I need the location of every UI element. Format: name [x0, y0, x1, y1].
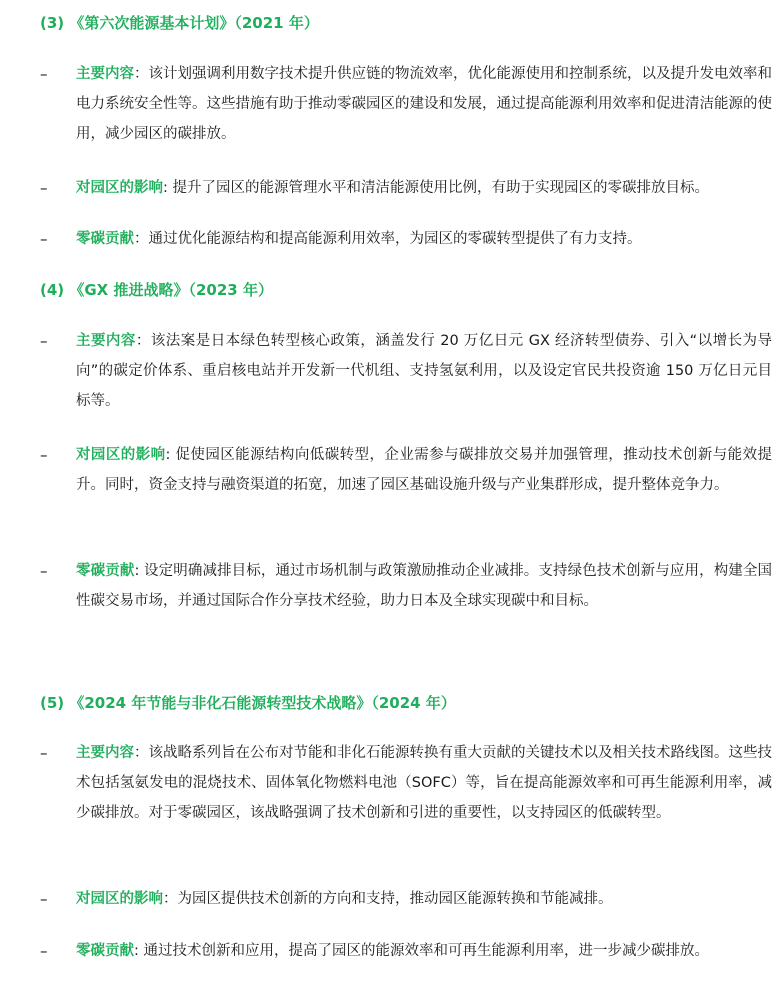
- item-label: 零碳贡献: [76, 943, 134, 959]
- list-dash: –: [40, 446, 48, 464]
- section-3-item-1: [40, 59, 772, 149]
- list-dash: –: [40, 65, 48, 83]
- item-sep: :: [163, 180, 173, 196]
- list-dash: –: [40, 890, 48, 908]
- list-dash: –: [40, 230, 48, 248]
- list-dash: –: [40, 942, 48, 960]
- section-4-heading: (4) 《GX 推进战略》（2023 年）: [40, 281, 273, 299]
- item-label: 对园区的影响: [76, 180, 163, 196]
- item-label: 主要内容: [76, 66, 134, 82]
- item-label: 主要内容: [76, 333, 136, 349]
- item-body: 通过技术创新和应用，提高了园区的能源效率和可再生能源利用率，进一步减少碳排放。: [143, 943, 709, 959]
- item-body: 该计划强调利用数字技术提升供应链的物流效率，优化能源使用和控制系统，以及提升发电效率和电力系统安全性等。这些措施有助于推动零碳园区的建设和发展，通过提高能源利用效率和促进清洁能源的使用，减少园区的碳排放。: [76, 66, 772, 142]
- item-body: 设定明确减排目标，通过市场机制与政策激励推动企业减排。支持绿色技术创新与应用，构建全国性碳交易市场，并通过国际合作分享技术经验，助力日本及全球实现碳中和目标。: [76, 563, 773, 609]
- section-4-item-3: [40, 556, 772, 616]
- item-text: [76, 884, 772, 914]
- item-label: 对园区的影响: [76, 891, 163, 907]
- section-3-item-3: [40, 224, 772, 254]
- item-body: 促使园区能源结构向低碳转型，企业需参与碳排放交易并加强管理，推动技术创新与能效提升。同时，资金支持与融资渠道的拓宽，加速了园区基础设施升级与产业集群形成，提升整体竞争力。: [76, 447, 772, 493]
- section-4-item-2: [40, 440, 772, 530]
- item-body: 该战略系列旨在公布对节能和非化石能源转换有重大贡献的关键技术以及相关技术路线图。这些技术包括氢氨发电的混烧技术、固体氧化物燃料电池（SOFC）等，旨在提高能源效率和可再生能源利用率，减少碳排放。对于零碳园区，该战略强调了技术创新和引进的重要性，以支持园区的低碳转型。: [76, 745, 772, 821]
- item-sep: ：: [134, 231, 149, 247]
- item-text: [76, 556, 772, 616]
- item-sep: ：: [135, 333, 151, 349]
- item-text: [76, 59, 772, 149]
- section-5-item-1: [40, 738, 772, 858]
- item-text: [76, 738, 772, 828]
- item-label: 主要内容: [76, 745, 134, 761]
- item-text: [76, 224, 772, 254]
- item-text: [76, 326, 772, 416]
- item-sep: ：: [163, 891, 178, 907]
- section-3-item-2: [40, 173, 772, 203]
- list-dash: –: [40, 562, 48, 580]
- item-body: 通过优化能源结构和提高能源利用效率，为园区的零碳转型提供了有力支持。: [148, 231, 642, 247]
- section-5-item-3: [40, 936, 772, 966]
- list-dash: –: [40, 179, 48, 197]
- section-4-item-1: [40, 326, 772, 416]
- item-label: 对园区的影响: [76, 447, 166, 463]
- item-sep: :: [134, 943, 144, 959]
- section-3-heading: (3) 《第六次能源基本计划》（2021 年）: [40, 14, 319, 32]
- item-body: 提升了园区的能源管理水平和清洁能源使用比例，有助于实现园区的零碳排放目标。: [172, 180, 709, 196]
- item-label: 零碳贡献: [76, 231, 134, 247]
- item-sep: ：: [134, 745, 149, 761]
- item-sep: :: [165, 447, 176, 463]
- section-5-heading: (5) 《2024 年节能与非化石能源转型技术战略》（2024 年）: [40, 694, 456, 712]
- list-dash: –: [40, 332, 48, 350]
- item-body: 为园区提供技术创新的方向和支持，推动园区能源转换和节能减排。: [177, 891, 613, 907]
- item-sep: :: [134, 563, 145, 579]
- item-text: [76, 440, 772, 500]
- list-dash: –: [40, 744, 48, 762]
- item-label: 零碳贡献: [76, 563, 135, 579]
- item-text: [76, 173, 772, 203]
- item-sep: ：: [134, 66, 149, 82]
- item-text: [76, 936, 772, 966]
- section-5-item-2: [40, 884, 772, 914]
- item-body: 该法案是日本绿色转型核心政策，涵盖发行 20 万亿日元 GX 经济转型债券、引入“以增长为导向”的碳定价体系、重启核电站并开发新一代机组、支持氢氨利用，以及设定官民共投资逾 150 万亿日元目标等。: [76, 333, 773, 409]
